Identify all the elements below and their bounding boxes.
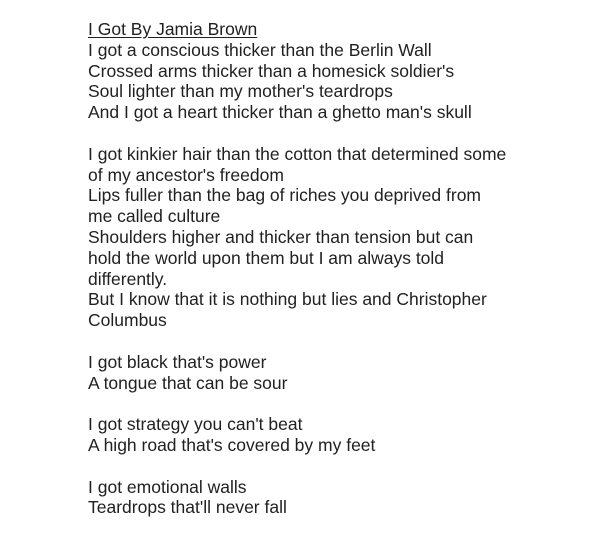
stanza-2 [88,144,600,331]
poem-line: Lips fuller than the bag of riches you deprived from [88,185,481,206]
poem-line: I got black that's power [88,351,267,372]
poem-line: But I know that it is nothing but lies and Christopher [88,289,487,310]
poem-line: And I got a heart thicker than a ghetto man's skull [88,102,472,123]
poem-line: A high road that's covered by my feet [88,434,376,455]
poem-line: Teardrops that'll never fall [88,497,287,518]
poem-line: I got emotional walls [88,476,247,497]
poem-line: me called culture [88,206,221,227]
poem-line: Shoulders higher and thicker than tension but can [88,226,474,247]
stanza-3 [88,352,600,394]
poem-line: Soul lighter than my mother's teardrops [88,81,393,102]
stanza-1 [88,19,600,123]
stanza-4 [88,414,600,456]
stanza-5 [88,477,600,519]
poem-title: I Got By Jamia Brown [88,19,258,39]
poem-line: A tongue that can be sour [88,372,288,393]
poem-line: of my ancestor's freedom [88,164,284,185]
poem-line: differently. [88,268,168,289]
poem-line: Crossed arms thicker than a homesick soldier's [88,60,455,81]
poem-line: I got a conscious thicker than the Berlin Wall [88,39,432,60]
poem-line: I got kinkier hair than the cotton that determined some [88,143,507,164]
poem-line: hold the world upon them but I am always told [88,247,445,268]
poem-line: I got strategy you can't beat [88,414,303,435]
poem-line: Columbus [88,310,167,331]
poem-body [88,19,600,518]
